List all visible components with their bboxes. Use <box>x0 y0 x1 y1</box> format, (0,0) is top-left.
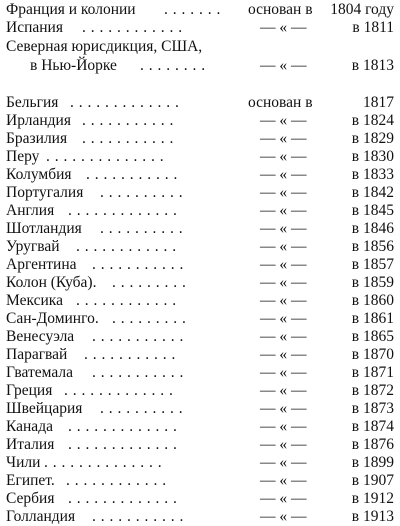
entry-row <box>0 346 400 364</box>
entry-name: Колон (Куба). <box>6 274 97 291</box>
entry-year: в 1871 <box>351 364 394 381</box>
leader-dots: . . . . . . . . . . . . <box>76 292 177 309</box>
entry-name: Франция и колонии <box>6 1 136 18</box>
entry-note: — « — <box>260 328 307 345</box>
leader-dots: . . . . . . . . . . <box>100 400 184 417</box>
entry-name: Португалия <box>6 184 84 201</box>
leader-dots: . . . . . . . . . . . <box>82 130 174 147</box>
entry-note: — « — <box>260 454 307 471</box>
leader-dots: . . . . . . . <box>164 1 221 18</box>
entry-name: Перу <box>6 148 40 165</box>
entry-name: Бразилия <box>6 130 68 147</box>
entry-year: в 1860 <box>351 292 394 309</box>
entry-year: в 1811 <box>352 19 394 36</box>
entry-note: — « — <box>260 112 307 129</box>
leader-dots: . . . . . . . . . . . . . . <box>46 148 165 165</box>
entry-row <box>0 202 400 220</box>
entry-year: в 1873 <box>351 400 394 417</box>
entry-year: в 1912 <box>351 490 394 507</box>
entry-name: Испания <box>6 19 63 36</box>
entry-note: — « — <box>260 490 307 507</box>
entry-name: Италия <box>6 436 55 453</box>
leader-dots: . . . . . . . . . . <box>100 220 184 237</box>
entry-name: Аргентина <box>6 256 77 273</box>
entry-row <box>0 130 400 148</box>
entry-note: — « — <box>260 166 307 183</box>
leader-dots: . . . . . . . . . . . . . <box>68 202 178 219</box>
entry-name: в Нью-Йорке <box>30 57 117 74</box>
entry-note: — « — <box>260 400 307 417</box>
entry-note: — « — <box>260 292 307 309</box>
entry-note: — « — <box>260 364 307 381</box>
entry-note: — « — <box>260 436 307 453</box>
leader-dots: . . . . . . . . <box>140 57 206 74</box>
entry-row <box>0 382 400 400</box>
entry-note: — « — <box>260 418 307 435</box>
leader-dots: . . . . . . . . . . . . <box>66 472 167 489</box>
entry-year: в 1872 <box>351 382 394 399</box>
entry-note: основан в <box>248 94 313 111</box>
entry-row <box>0 418 400 436</box>
entry-name: Голландия <box>6 508 76 525</box>
entry-name: Швейцария <box>6 400 83 417</box>
leader-dots: . . . . . . . . . . . <box>92 364 184 381</box>
entry-year: в 1824 <box>351 112 394 129</box>
leader-dots: . . . . . . . . . . . . <box>76 238 177 255</box>
entry-name: Ирландия <box>6 112 71 129</box>
entry-year: в 1861 <box>351 310 394 327</box>
entry-note: — « — <box>260 220 307 237</box>
entry-row <box>0 220 400 238</box>
entry-note: — « — <box>260 382 307 399</box>
entry-row <box>0 166 400 184</box>
entry-note: — « — <box>260 130 307 147</box>
entry-year: в 1865 <box>351 328 394 345</box>
entry-name: Северная юрисдикция, США, <box>6 38 203 55</box>
entry-year: в 1870 <box>351 346 394 363</box>
entry-row <box>0 256 400 274</box>
entry-year: в 1907 <box>351 472 394 489</box>
entry-name: Чили <box>6 454 41 471</box>
entry-note: — « — <box>260 472 307 489</box>
entry-note: — « — <box>260 202 307 219</box>
leader-dots: . . . . . . . . . . . . . . <box>44 454 163 471</box>
entry-row <box>0 57 400 75</box>
entry-name: Египет. <box>6 472 55 489</box>
entry-note: — « — <box>260 238 307 255</box>
entry-year: в 1859 <box>351 274 394 291</box>
entry-name: Парагвай <box>6 346 68 363</box>
entry-note: — « — <box>260 256 307 273</box>
entry-row <box>0 94 400 112</box>
leader-dots: . . . . . . . . . . . . . <box>68 490 178 507</box>
leader-dots: . . . . . . . . . . . <box>82 112 174 129</box>
entry-row <box>0 38 400 56</box>
entry-name: Бельгия <box>6 94 59 111</box>
entry-year: в 1874 <box>351 418 394 435</box>
entry-row <box>0 112 400 130</box>
entry-row <box>0 292 400 310</box>
leader-dots: . . . . . . . . . . <box>100 184 184 201</box>
entry-year: в 1913 <box>351 508 394 525</box>
leader-dots: . . . . . . . . . <box>112 310 187 327</box>
entry-row <box>0 19 400 37</box>
entry-year: в 1829 <box>351 130 394 147</box>
leader-dots: . . . . . . . . . . . <box>92 328 184 345</box>
entry-name: Венесуэла <box>6 328 75 345</box>
leader-dots: . . . . . . . . . . . . . <box>70 94 180 111</box>
entry-note: — « — <box>260 274 307 291</box>
leader-dots: . . . . . . . . . <box>112 274 187 291</box>
entry-row <box>0 328 400 346</box>
entry-row <box>0 238 400 256</box>
entry-name: Канада <box>6 418 53 435</box>
entry-name: Сан-Доминго. <box>6 310 99 327</box>
entry-year: в 1876 <box>351 436 394 453</box>
entry-year: 1817 <box>363 94 394 111</box>
entry-row <box>0 436 400 454</box>
entry-name: Гватемала <box>6 364 73 381</box>
entry-note: основан в <box>248 1 313 18</box>
entry-row <box>0 184 400 202</box>
entry-year: в 1813 <box>351 57 394 74</box>
entry-year: в 1857 <box>351 256 394 273</box>
entry-note: — « — <box>260 508 307 525</box>
entry-row <box>0 274 400 292</box>
entry-row <box>0 400 400 418</box>
leader-dots: . . . . . . . . . . . <box>92 508 184 525</box>
entry-year: в 1899 <box>351 454 394 471</box>
entry-row <box>0 472 400 490</box>
leader-dots: . . . . . . . . . . . <box>84 346 176 363</box>
entry-name: Уругвай <box>6 238 60 255</box>
leader-dots: . . . . . . . . . . . . . <box>68 436 178 453</box>
entry-name: Мексика <box>6 292 63 309</box>
entry-name: Колумбия <box>6 166 72 183</box>
entry-row <box>0 454 400 472</box>
entry-name: Англия <box>6 202 55 219</box>
leader-dots: . . . . . . . . . . . . . <box>64 382 174 399</box>
leader-dots: . . . . . . . . . . . <box>86 166 178 183</box>
entry-year: 1804 году <box>330 1 394 18</box>
entry-row <box>0 148 400 166</box>
entry-row <box>0 364 400 382</box>
entry-note: — « — <box>260 346 307 363</box>
entry-year: в 1842 <box>351 184 394 201</box>
entry-year: в 1856 <box>351 238 394 255</box>
entry-note: — « — <box>260 148 307 165</box>
leader-dots: . . . . . . . . . . . <box>92 256 184 273</box>
entry-row <box>0 508 400 526</box>
entry-year: в 1833 <box>351 166 394 183</box>
entry-name: Сербия <box>6 490 55 507</box>
entry-name: Шотландия <box>6 220 82 237</box>
leader-dots: . . . . . . . . . . . . . <box>68 418 178 435</box>
entry-row <box>0 490 400 508</box>
leader-dots: . . . . . . . . . . . . <box>82 19 183 36</box>
entry-note: — « — <box>260 19 307 36</box>
entry-year: в 1845 <box>351 202 394 219</box>
entry-note: — « — <box>260 184 307 201</box>
entry-year: в 1830 <box>351 148 394 165</box>
entry-name: Греция <box>6 382 53 399</box>
entry-row <box>0 1 400 19</box>
entry-year: в 1846 <box>351 220 394 237</box>
entry-note: — « — <box>260 310 307 327</box>
entry-row <box>0 310 400 328</box>
entry-note: — « — <box>260 57 307 74</box>
